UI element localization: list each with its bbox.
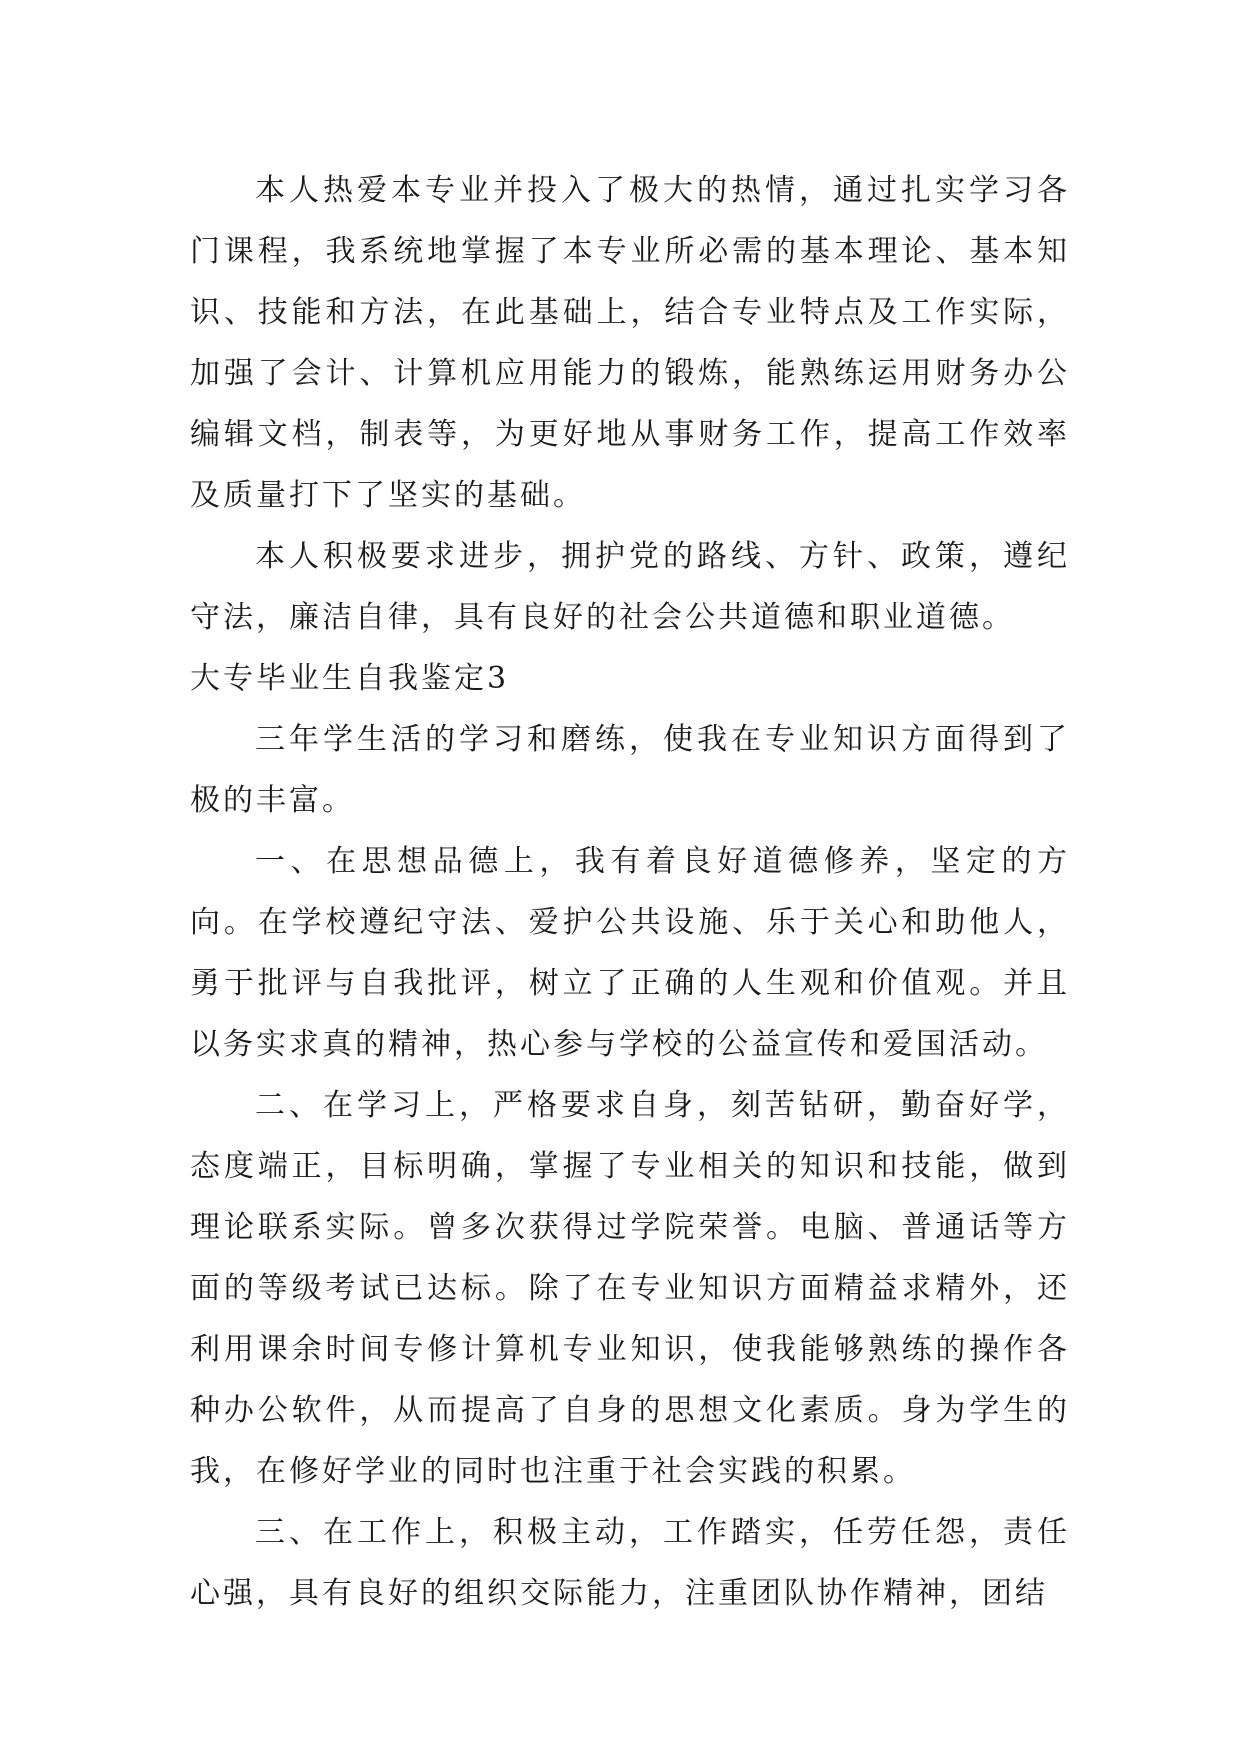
document-body xyxy=(190,160,1070,1624)
paragraph-work: 三、在工作上，积极主动，工作踏实，任劳任怨，责任心强，具有良好的组织交际能力，注重团队协作精神，团结 xyxy=(190,1515,1070,1611)
paragraph-major-study: 本人热爱本专业并投入了极大的热情，通过扎实学习各门课程，我系统地掌握了本专业所必需的基本理论、基本知识、技能和方法，在此基础上，结合专业特点及工作实际，加强了会计、计算机应用能力的锻炼，能熟练运用财务办公编辑文档，制表等，为更好地从事财务工作，提高工作效率及质量打下了坚实的基础。 xyxy=(190,173,1070,513)
paragraph-moral-character: 一、在思想品德上，我有着良好道德修养，坚定的方向。在学校遵纪守法、爱护公共设施、乐于关心和助他人，勇于批评与自我批评，树立了正确的人生观和价值观。并且以务实求真的精神，热心参与学校的公益宣传和爱国活动。 xyxy=(190,844,1070,1062)
paragraph-study: 二、在学习上，严格要求自身，刻苦钻研，勤奋好学，态度端正，目标明确，掌握了专业相关的知识和技能，做到理论联系实际。曾多次获得过学院荣誉。电脑、普通话等方面的等级考试已达标。除了在专业知识方面精益求精外，还利用课余时间专修计算机专业知识，使我能够熟练的操作各种办公软件，从而提高了自身的思想文化素质。身为学生的我，在修好学业的同时也注重于社会实践的积累。 xyxy=(190,1088,1070,1489)
section-heading: 大专毕业生自我鉴定3 xyxy=(190,661,510,696)
paragraph-three-years: 三年学生活的学习和磨练，使我在专业知识方面得到了极的丰富。 xyxy=(190,722,1070,818)
paragraph-political-conduct: 本人积极要求进步，拥护党的路线、方针、政策，遵纪守法，廉洁自律，具有良好的社会公共道德和职业道德。 xyxy=(190,539,1070,635)
